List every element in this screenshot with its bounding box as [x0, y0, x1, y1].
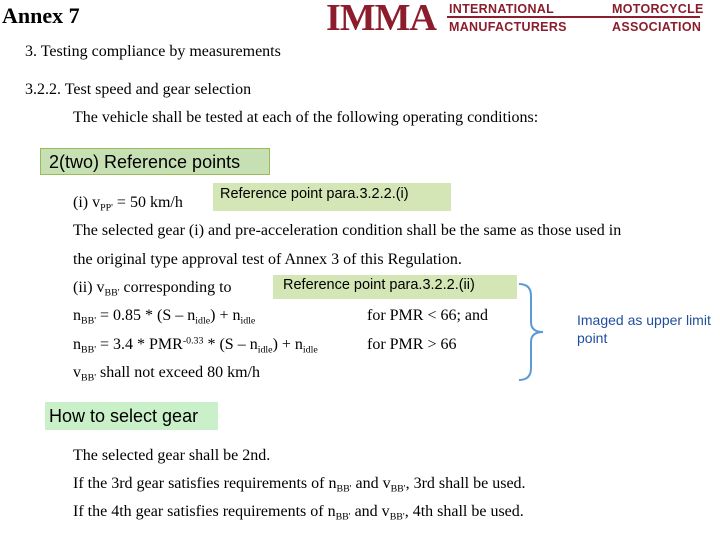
sel3-c: , 4th shall be used. [404, 503, 524, 520]
logo-text-motorcycle: MOTORCYCLE [612, 2, 704, 16]
eq1-idle2: idle [240, 315, 256, 327]
eq2-mid3: ) + n [272, 336, 303, 353]
gear-text-line1: The selected gear (i) and pre-acceleration condition shall be the same as those used in [73, 222, 622, 239]
condition-ii [73, 279, 232, 297]
upper-limit-note: Imaged as upper limit point [577, 312, 711, 346]
logo-divider [447, 16, 700, 18]
subsection-heading: 3.2.2. Test speed and gear selection [25, 81, 252, 98]
annex-title: Annex 7 [2, 3, 80, 28]
vmax-v: v [73, 364, 81, 381]
section-heading: 3. Testing compliance by measurements [25, 43, 281, 60]
eq1-idle1: idle [195, 315, 211, 327]
intro-text: The vehicle shall be tested at each of the following operating conditions: [73, 109, 539, 126]
sel2-c: , 3rd shall be used. [405, 475, 526, 492]
condition-ii-rest: corresponding to [119, 279, 232, 296]
sel3-a: If the 4th gear satisfies requirements of n [73, 503, 336, 520]
logo-mark: IMMA [326, 0, 436, 39]
logo-text-international: INTERNATIONAL [449, 2, 555, 16]
gear-text-line2: the original type approval test of Annex 3 of this Regulation. [73, 251, 462, 268]
how-to-select-gear-label: How to select gear [45, 402, 218, 430]
selection-rule-1: The selected gear shall be 2nd. [73, 447, 271, 464]
eq1-n: n [73, 307, 81, 324]
eq2-exp: -0.33 [182, 335, 204, 347]
speed-limit-text [73, 364, 260, 382]
condition-i-sub: PP' [100, 202, 113, 214]
condition-ii-sub: BB' [104, 287, 120, 299]
condition-i-rest: = 50 km/h [112, 194, 183, 211]
equation-2 [73, 336, 318, 354]
reference-point-i-label: Reference point para.3.2.2.(i) [213, 183, 451, 211]
eq1-n-sub: BB' [81, 315, 96, 327]
eq2-idle1: idle [257, 344, 273, 356]
eq2-mid2: * (S – n [203, 336, 258, 353]
eq2-n: n [73, 336, 81, 353]
condition-i-prefix: (i) v [73, 194, 101, 211]
sel3-s2: BB' [389, 511, 405, 523]
sel2-b: and v [351, 475, 391, 492]
sel2-s1: BB' [336, 483, 352, 495]
reference-points-label: 2(two) Reference points [40, 148, 270, 175]
sel2-s2: BB' [390, 483, 406, 495]
condition-ii-prefix: (ii) v [73, 279, 105, 296]
sel3-b: and v [350, 503, 390, 520]
eq2-mid: = 3.4 * PMR [96, 336, 183, 353]
selection-rule-2 [73, 475, 526, 493]
eq2-n-sub: BB' [81, 344, 96, 356]
equation-2-condition: for PMR > 66 [367, 336, 457, 353]
equation-1 [73, 307, 255, 325]
vmax-rest: shall not exceed 80 km/h [96, 364, 260, 381]
logo-text-association: ASSOCIATION [612, 20, 702, 34]
sel2-a: If the 3rd gear satisfies requirements of n [73, 475, 337, 492]
right-brace-icon [517, 282, 545, 382]
reference-point-ii-label: Reference point para.3.2.2.(ii) [273, 275, 517, 299]
equation-1-condition: for PMR < 66; and [367, 307, 489, 324]
selection-rule-3 [73, 503, 524, 521]
vmax-sub: BB' [81, 372, 96, 384]
eq1-mid2: ) + n [210, 307, 241, 324]
sel3-s1: BB' [335, 511, 351, 523]
logo-text-manufacturers: MANUFACTURERS [449, 20, 567, 34]
eq2-idle2: idle [302, 344, 318, 356]
eq1-mid: = 0.85 * (S – n [96, 307, 196, 324]
condition-i [73, 194, 183, 212]
